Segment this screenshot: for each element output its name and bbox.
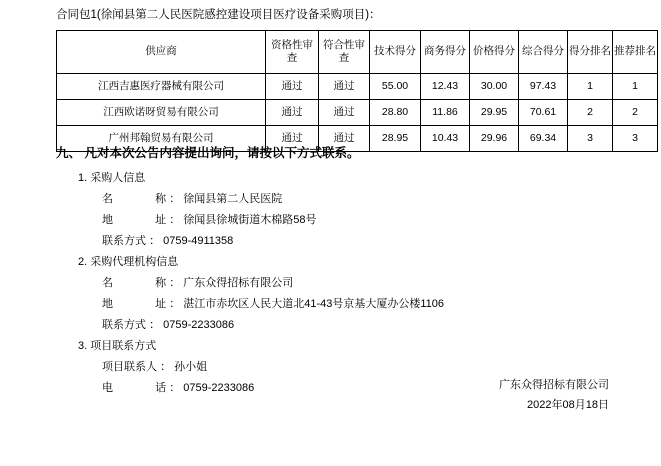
field-colon: ： [160,361,172,373]
cell-tech-score: 28.95 [370,126,421,152]
cell-recommend-rank: 2 [613,100,658,126]
column-header-total-score: 综合得分 [519,31,568,74]
column-header-qualification: 资格性审查 [266,31,319,74]
package-title: 合同包1(徐闻县第二人民医院感控建设项目医疗设备采购项目)： [56,9,381,21]
cell-total-score: 70.61 [519,100,568,126]
section-heading-contact: 九、 凡对本次公告内容提出询问，请按以下方式联系。 [56,146,360,160]
bid-evaluation-table [56,30,658,152]
column-header-supplier: 供应商 [57,31,266,74]
cell-conformity: 通过 [319,74,370,100]
field-purchaser-contact [102,231,616,252]
cell-qualification: 通过 [266,74,319,100]
field-value: 徐闻县第二人民医院 [183,193,283,205]
table-row [57,74,658,100]
field-label-2: 称 [155,193,167,205]
signature-date: 2022年08月18日 [527,399,609,411]
field-label: 联系方式 [102,319,146,331]
field-colon: ： [169,277,181,289]
field-label: 名 [102,193,113,205]
field-colon: ： [149,319,161,331]
cell-tech-score: 28.80 [370,100,421,126]
group-title-project-contact: 3. 项目联系方式 [78,340,157,352]
signature-block [499,375,609,415]
cell-score-rank: 3 [568,126,613,152]
field-label: 地 [102,214,113,226]
field-purchaser-name [102,189,616,210]
field-value: 湛江市赤坎区人民大道北41-43号京基大厦办公楼1106 [183,298,445,310]
cell-total-score: 97.43 [519,74,568,100]
field-label-2: 址 [155,298,167,310]
field-colon: ： [169,214,181,226]
field-label: 项目联系人 [102,361,157,373]
cell-supplier: 广州邦翰贸易有限公司 [57,126,266,152]
cell-score-rank: 2 [568,100,613,126]
cell-recommend-rank: 1 [613,74,658,100]
field-value: 孙小姐 [174,361,208,373]
field-colon: ： [169,193,181,205]
field-value: 广东众得招标有限公司 [183,277,294,289]
column-header-price-score: 价格得分 [470,31,519,74]
cell-price-score: 29.96 [470,126,519,152]
field-value: 徐闻县徐城街道木棉路58号 [183,214,317,226]
signature-company: 广东众得招标有限公司 [499,379,609,391]
cell-tech-score: 55.00 [370,74,421,100]
cell-qualification: 通过 [266,100,319,126]
field-colon: ： [169,298,181,310]
field-agency-contact [102,315,616,336]
field-label-2: 话 [155,382,167,394]
group-title-agency: 2. 采购代理机构信息 [78,256,179,268]
column-header-conformity: 符合性审查 [319,31,370,74]
field-label: 联系方式 [102,235,146,247]
cell-qualification: 通过 [266,126,319,152]
cell-conformity: 通过 [319,100,370,126]
cell-score-rank: 1 [568,74,613,100]
field-agency-address [102,294,616,315]
field-value: 0759-2233086 [183,382,255,394]
field-colon: ： [169,382,181,394]
cell-supplier: 江西欧诺呀贸易有限公司 [57,100,266,126]
field-purchaser-address [102,210,616,231]
column-header-tech-score: 技术得分 [370,31,421,74]
table-row [57,100,658,126]
cell-business-score: 12.43 [421,74,470,100]
contact-information-block [56,168,616,399]
column-header-business-score: 商务得分 [421,31,470,74]
field-label: 名 [102,277,113,289]
field-label-2: 称 [155,277,167,289]
field-value: 0759-4911358 [163,235,234,247]
column-header-score-rank: 得分排名 [568,31,613,74]
cell-conformity: 通过 [319,126,370,152]
cell-price-score: 30.00 [470,74,519,100]
field-label-2: 址 [155,214,167,226]
table-header-row [57,31,658,74]
cell-business-score: 11.86 [421,100,470,126]
cell-total-score: 69.34 [519,126,568,152]
group-title-purchaser: 1. 采购人信息 [78,172,146,184]
field-label: 地 [102,298,113,310]
cell-supplier: 江西吉惠医疗器械有限公司 [57,74,266,100]
cell-recommend-rank: 3 [613,126,658,152]
cell-business-score: 10.43 [421,126,470,152]
column-header-recommend-rank: 推荐排名 [613,31,658,74]
field-label: 电 [102,382,113,394]
field-value: 0759-2233086 [163,319,235,331]
field-colon: ： [149,235,161,247]
field-agency-name [102,273,616,294]
cell-price-score: 29.95 [470,100,519,126]
